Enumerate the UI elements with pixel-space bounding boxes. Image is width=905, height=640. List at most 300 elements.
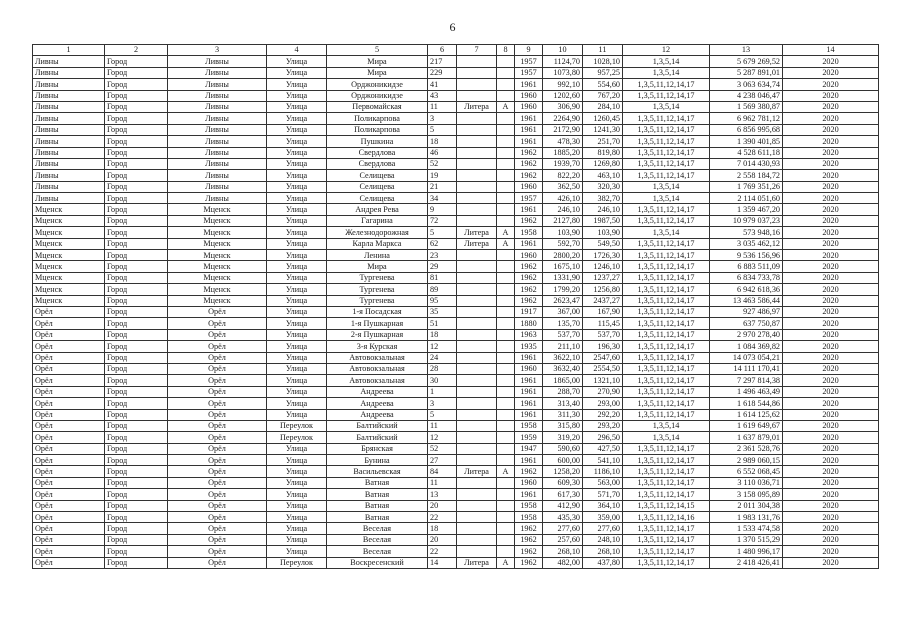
table-cell: Город — [105, 204, 168, 215]
table-cell: 1961 — [515, 124, 543, 135]
table-cell: 3 063 634,74 — [710, 79, 783, 90]
table-cell: Улица — [267, 546, 327, 557]
table-row — [33, 477, 879, 488]
table-cell — [457, 477, 497, 488]
table-header-row — [33, 45, 879, 56]
table-cell: 362,50 — [543, 181, 583, 192]
table-cell: 2020 — [783, 546, 879, 557]
table-row — [33, 329, 879, 340]
table-cell: 246,10 — [543, 204, 583, 215]
table-cell: Орёл — [168, 546, 267, 557]
table-row — [33, 557, 879, 568]
table-cell: 277,60 — [583, 523, 623, 534]
table-cell: Орёл — [168, 409, 267, 420]
table-cell: Улица — [267, 170, 327, 181]
table-cell: 18 — [428, 523, 457, 534]
table-cell: 72 — [428, 215, 457, 226]
table-cell: Ливны — [168, 67, 267, 78]
table-cell: Мценск — [168, 215, 267, 226]
table-cell: Гагарина — [327, 215, 428, 226]
table-cell: Орёл — [168, 466, 267, 477]
table-cell: 248,10 — [583, 534, 623, 545]
table-cell: 554,60 — [583, 79, 623, 90]
table-cell — [457, 352, 497, 363]
table-cell: Улица — [267, 523, 327, 534]
table-cell — [497, 477, 515, 488]
table-cell: 62 — [428, 238, 457, 249]
table-cell: А — [497, 101, 515, 112]
table-row — [33, 250, 879, 261]
table-cell: 5 — [428, 124, 457, 135]
table-cell: 1958 — [515, 512, 543, 523]
table-cell: 24 — [428, 352, 457, 363]
table-cell: 6 834 733,78 — [710, 272, 783, 283]
table-cell: Переулок — [267, 557, 327, 568]
table-row — [33, 386, 879, 397]
table-cell: 1256,80 — [583, 284, 623, 295]
table-cell — [457, 284, 497, 295]
table-cell: Поликарпова — [327, 124, 428, 135]
table-cell: Город — [105, 489, 168, 500]
table-cell: Город — [105, 215, 168, 226]
table-cell: Город — [105, 227, 168, 238]
table-cell — [497, 261, 515, 272]
table-cell — [497, 534, 515, 545]
table-cell: 1321,10 — [583, 375, 623, 386]
table-cell: 1961 — [515, 352, 543, 363]
table-cell: Улица — [267, 181, 327, 192]
table-cell: 19 — [428, 170, 457, 181]
table-cell: Ватная — [327, 489, 428, 500]
table-cell — [497, 546, 515, 557]
table-cell: Город — [105, 67, 168, 78]
table-cell: Орджоникидзе — [327, 79, 428, 90]
table-cell: Город — [105, 318, 168, 329]
table-cell: Мценск — [33, 227, 105, 238]
table-cell — [457, 398, 497, 409]
table-row — [33, 352, 879, 363]
table-cell: Улица — [267, 158, 327, 169]
table-cell: 13 — [428, 489, 457, 500]
table-cell: 927 486,97 — [710, 306, 783, 317]
table-cell: 609,30 — [543, 477, 583, 488]
table-cell: Балтийский — [327, 420, 428, 431]
table-cell: 1,3,5,11,12,14,17 — [623, 443, 710, 454]
table-cell: Город — [105, 193, 168, 204]
table-cell: 1269,80 — [583, 158, 623, 169]
table-cell: 367,00 — [543, 306, 583, 317]
table-cell: 957,25 — [583, 67, 623, 78]
table-cell: Город — [105, 101, 168, 112]
table-row — [33, 215, 879, 226]
table-cell: Город — [105, 386, 168, 397]
table-cell — [457, 375, 497, 386]
table-cell: Тургенева — [327, 272, 428, 283]
table-cell — [457, 523, 497, 534]
table-cell: Орёл — [33, 500, 105, 511]
table-cell: 2 970 278,40 — [710, 329, 783, 340]
table-cell — [457, 432, 497, 443]
table-row — [33, 67, 879, 78]
table-cell: Город — [105, 158, 168, 169]
table-cell: 1,3,5,11,12,14,16 — [623, 512, 710, 523]
table-cell — [497, 489, 515, 500]
table-cell: Город — [105, 409, 168, 420]
table-cell: Улица — [267, 227, 327, 238]
table-cell: Литера — [457, 557, 497, 568]
table-cell: Улица — [267, 79, 327, 90]
table-cell: Город — [105, 295, 168, 306]
table-cell: Тургенева — [327, 295, 428, 306]
table-cell: 1,3,5,11,12,14,17 — [623, 113, 710, 124]
table-cell: 14 073 054,21 — [710, 352, 783, 363]
table-cell: 18 — [428, 136, 457, 147]
table-cell: 5 — [428, 227, 457, 238]
table-cell: 1,3,5,11,12,14,17 — [623, 477, 710, 488]
table-cell: 313,40 — [543, 398, 583, 409]
table-cell: Орёл — [168, 318, 267, 329]
table-cell — [497, 295, 515, 306]
table-cell: 2 418 426,41 — [710, 557, 783, 568]
table-cell: 103,90 — [543, 227, 583, 238]
table-cell: 23 — [428, 250, 457, 261]
table-cell: 52 — [428, 443, 457, 454]
table-cell: 288,70 — [543, 386, 583, 397]
table-cell: Улица — [267, 101, 327, 112]
table-cell: Орёл — [168, 432, 267, 443]
table-cell: 1,3,5,11,12,14,17 — [623, 204, 710, 215]
table-cell: 1 983 131,76 — [710, 512, 783, 523]
table-cell: 1,3,5,14 — [623, 101, 710, 112]
table-cell: Ливны — [33, 124, 105, 135]
table-cell: Орёл — [33, 352, 105, 363]
table-cell: 359,00 — [583, 512, 623, 523]
table-cell: Андреева — [327, 386, 428, 397]
table-cell: 2020 — [783, 523, 879, 534]
table-cell: 5 679 269,52 — [710, 56, 783, 67]
table-cell: Улица — [267, 284, 327, 295]
table-cell: 167,90 — [583, 306, 623, 317]
table-cell: Первомайская — [327, 101, 428, 112]
table-cell: 1962 — [515, 284, 543, 295]
table-cell: 1961 — [515, 375, 543, 386]
table-cell: 3 035 462,12 — [710, 238, 783, 249]
table-cell: Улица — [267, 67, 327, 78]
table-cell: Орёл — [33, 318, 105, 329]
table-cell: 2020 — [783, 318, 879, 329]
table-cell: 1,3,5,11,12,14,17 — [623, 79, 710, 90]
table-row — [33, 306, 879, 317]
table-cell: 412,90 — [543, 500, 583, 511]
table-cell: 2547,60 — [583, 352, 623, 363]
table-cell: 478,30 — [543, 136, 583, 147]
table-cell: 1,3,5,14 — [623, 227, 710, 238]
table-cell — [497, 455, 515, 466]
table-cell: 571,70 — [583, 489, 623, 500]
table-cell — [457, 250, 497, 261]
table-cell: 3622,10 — [543, 352, 583, 363]
table-cell: Орёл — [33, 455, 105, 466]
table-cell: 2020 — [783, 489, 879, 500]
table-cell: 1-я Пушкарная — [327, 318, 428, 329]
table-cell: Орёл — [33, 443, 105, 454]
table-cell: 5 287 891,01 — [710, 67, 783, 78]
table-cell: 1202,60 — [543, 90, 583, 101]
table-cell: Улица — [267, 477, 327, 488]
table-cell: Орёл — [168, 477, 267, 488]
table-cell: 1962 — [515, 534, 543, 545]
table-cell: Орёл — [168, 420, 267, 431]
table-cell: Литера — [457, 101, 497, 112]
table-cell: 2020 — [783, 79, 879, 90]
table-cell: Литера — [457, 238, 497, 249]
table-cell: Улица — [267, 352, 327, 363]
table-cell: 767,20 — [583, 90, 623, 101]
table-cell: 1960 — [515, 101, 543, 112]
table-cell: 1,3,5,14 — [623, 432, 710, 443]
table-cell: 2020 — [783, 101, 879, 112]
column-header-12: 12 — [623, 45, 710, 56]
table-cell — [497, 409, 515, 420]
table-row — [33, 443, 879, 454]
table-cell: 1960 — [515, 181, 543, 192]
table-cell: Мценск — [33, 238, 105, 249]
table-cell: 2020 — [783, 409, 879, 420]
table-cell: Город — [105, 147, 168, 158]
table-cell: 89 — [428, 284, 457, 295]
table-cell — [497, 56, 515, 67]
table-cell: 7 297 814,38 — [710, 375, 783, 386]
table-cell: 1 496 463,49 — [710, 386, 783, 397]
table-cell: Город — [105, 272, 168, 283]
table-cell: 306,90 — [543, 101, 583, 112]
table-cell: 1,3,5,11,12,14,17 — [623, 455, 710, 466]
table-cell: 1962 — [515, 295, 543, 306]
table-cell: 600,00 — [543, 455, 583, 466]
table-cell: Улица — [267, 489, 327, 500]
table-cell: Селищева — [327, 193, 428, 204]
table-cell — [457, 90, 497, 101]
table-cell: Мценск — [33, 295, 105, 306]
table-cell: 1961 — [515, 489, 543, 500]
table-cell: Орёл — [33, 557, 105, 568]
table-cell: 2020 — [783, 227, 879, 238]
table-cell: Ленина — [327, 250, 428, 261]
table-cell: 27 — [428, 455, 457, 466]
table-cell: 9 — [428, 204, 457, 215]
table-cell: 617,30 — [543, 489, 583, 500]
table-row — [33, 420, 879, 431]
table-cell: 1962 — [515, 158, 543, 169]
table-cell: 270,90 — [583, 386, 623, 397]
table-cell: Город — [105, 500, 168, 511]
table-cell: Улица — [267, 147, 327, 158]
table-cell — [497, 398, 515, 409]
table-cell: Город — [105, 329, 168, 340]
table-cell: Улица — [267, 250, 327, 261]
table-cell: 30 — [428, 375, 457, 386]
table-cell — [497, 170, 515, 181]
table-cell: Орёл — [33, 523, 105, 534]
table-cell: 1,3,5,11,12,14,17 — [623, 136, 710, 147]
table-row — [33, 341, 879, 352]
table-cell: 1 637 879,01 — [710, 432, 783, 443]
table-cell: Орёл — [33, 466, 105, 477]
table-cell: 1,3,5,11,12,14,17 — [623, 546, 710, 557]
table-cell — [457, 318, 497, 329]
table-cell: А — [497, 227, 515, 238]
table-cell: 2 989 060,15 — [710, 455, 783, 466]
table-cell: Мценск — [33, 272, 105, 283]
table-cell: 364,10 — [583, 500, 623, 511]
table-cell: 2020 — [783, 455, 879, 466]
table-cell: 293,00 — [583, 398, 623, 409]
table-cell: Орёл — [168, 443, 267, 454]
table-cell: Орёл — [168, 557, 267, 568]
table-cell — [497, 147, 515, 158]
table-cell: 296,50 — [583, 432, 623, 443]
table-cell: Орёл — [168, 341, 267, 352]
table-cell: 1,3,5,11,12,14,17 — [623, 466, 710, 477]
table-cell — [457, 204, 497, 215]
table-cell: Орёл — [168, 398, 267, 409]
table-cell: 1,3,5,11,12,14,17 — [623, 398, 710, 409]
table-cell: 1,3,5,11,12,14,17 — [623, 318, 710, 329]
table-cell: Улица — [267, 500, 327, 511]
table-cell — [497, 284, 515, 295]
table-cell: 21 — [428, 181, 457, 192]
table-cell: Переулок — [267, 432, 327, 443]
table-cell: 1 084 369,82 — [710, 341, 783, 352]
table-cell: Улица — [267, 124, 327, 135]
table-cell: 426,10 — [543, 193, 583, 204]
table-cell: 1331,90 — [543, 272, 583, 283]
table-cell: 1,3,5,14 — [623, 67, 710, 78]
table-row — [33, 489, 879, 500]
table-cell — [497, 67, 515, 78]
table-row — [33, 193, 879, 204]
table-cell: 2020 — [783, 56, 879, 67]
table-row — [33, 181, 879, 192]
column-header-5: 5 — [327, 45, 428, 56]
table-cell: 1962 — [515, 147, 543, 158]
table-cell: 251,70 — [583, 136, 623, 147]
table-cell — [457, 79, 497, 90]
table-cell — [497, 272, 515, 283]
table-cell: 1,3,5,11,12,14,17 — [623, 341, 710, 352]
table-row — [33, 409, 879, 420]
table-cell: Орёл — [168, 534, 267, 545]
table-cell: 1,3,5,11,12,14,17 — [623, 90, 710, 101]
table-cell: Улица — [267, 295, 327, 306]
table-cell: Город — [105, 375, 168, 386]
column-header-2: 2 — [105, 45, 168, 56]
table-row — [33, 79, 879, 90]
table-cell: 2020 — [783, 512, 879, 523]
table-cell: 1,3,5,11,12,14,17 — [623, 409, 710, 420]
table-row — [33, 158, 879, 169]
table-cell: 382,70 — [583, 193, 623, 204]
table-cell: 1,3,5,11,12,14,17 — [623, 272, 710, 283]
table-cell: 2020 — [783, 124, 879, 135]
table-body — [33, 56, 879, 569]
table-cell: Мира — [327, 56, 428, 67]
table-cell — [497, 352, 515, 363]
table-cell: 1186,10 — [583, 466, 623, 477]
table-cell — [497, 204, 515, 215]
table-cell: Ливны — [33, 158, 105, 169]
table-cell: 435,30 — [543, 512, 583, 523]
table-cell: 246,10 — [583, 204, 623, 215]
column-header-14: 14 — [783, 45, 879, 56]
table-cell: Город — [105, 250, 168, 261]
table-cell: Улица — [267, 136, 327, 147]
table-cell: 549,50 — [583, 238, 623, 249]
table-cell: Ливны — [168, 193, 267, 204]
table-cell: Орёл — [168, 306, 267, 317]
table-cell: Город — [105, 420, 168, 431]
table-cell: Ливны — [168, 136, 267, 147]
table-cell: Ливны — [33, 181, 105, 192]
column-header-4: 4 — [267, 45, 327, 56]
table-cell: Орёл — [33, 341, 105, 352]
table-cell: 22 — [428, 546, 457, 557]
table-cell: 14 111 170,41 — [710, 363, 783, 374]
table-cell: Улица — [267, 56, 327, 67]
table-cell: 14 — [428, 557, 457, 568]
table-cell: Улица — [267, 204, 327, 215]
table-cell: Андреева — [327, 409, 428, 420]
table-cell: 437,80 — [583, 557, 623, 568]
table-cell: Улица — [267, 318, 327, 329]
table-row — [33, 500, 879, 511]
table-cell: Город — [105, 477, 168, 488]
table-cell: Ватная — [327, 500, 428, 511]
table-cell: 1241,30 — [583, 124, 623, 135]
table-row — [33, 432, 879, 443]
table-cell: Мценск — [168, 204, 267, 215]
table-cell: 1,3,5,11,12,14,17 — [623, 534, 710, 545]
table-cell: 1 533 474,58 — [710, 523, 783, 534]
table-row — [33, 523, 879, 534]
table-cell: 1960 — [515, 90, 543, 101]
table-cell: 1962 — [515, 261, 543, 272]
table-cell: Улица — [267, 363, 327, 374]
table-cell: Мира — [327, 67, 428, 78]
table-cell: 2020 — [783, 557, 879, 568]
table-row — [33, 284, 879, 295]
table-cell: Орджоникидзе — [327, 90, 428, 101]
table-row — [33, 124, 879, 135]
table-cell: 2 114 051,60 — [710, 193, 783, 204]
table-cell: 2020 — [783, 420, 879, 431]
table-cell: Орёл — [33, 386, 105, 397]
table-cell: Улица — [267, 466, 327, 477]
table-cell: Город — [105, 534, 168, 545]
table-cell: 2020 — [783, 90, 879, 101]
table-cell: Орёл — [33, 420, 105, 431]
table-cell: 1961 — [515, 455, 543, 466]
table-cell: Бунина — [327, 455, 428, 466]
table-cell: Орёл — [33, 512, 105, 523]
table-cell: Ливны — [168, 90, 267, 101]
table-cell: 1726,30 — [583, 250, 623, 261]
table-cell: 311,30 — [543, 409, 583, 420]
table-cell: 81 — [428, 272, 457, 283]
table-cell: 1,3,5,14 — [623, 193, 710, 204]
table-cell: Улица — [267, 455, 327, 466]
table-cell: Улица — [267, 329, 327, 340]
